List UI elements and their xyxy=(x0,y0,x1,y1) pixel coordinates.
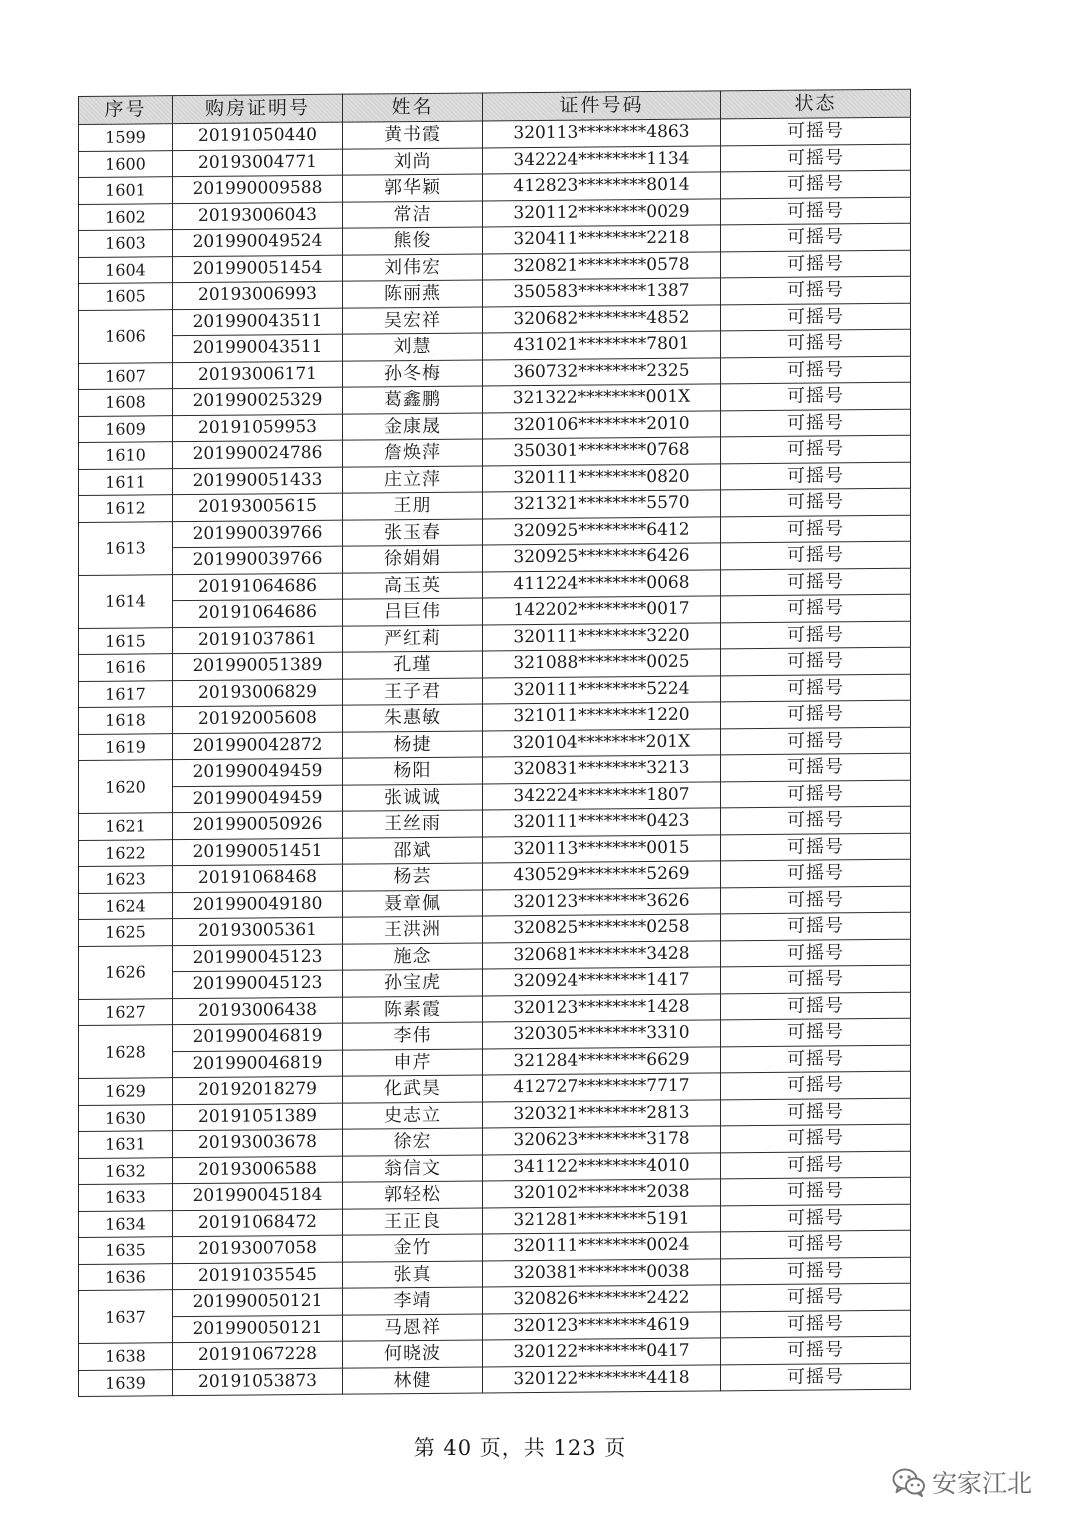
name-cell: 金康晟 xyxy=(343,412,483,440)
cert-cell: 201990046819 xyxy=(173,1050,343,1078)
id-number-cell: 320111********0820 xyxy=(483,463,721,492)
cert-cell: 201990045184 xyxy=(173,1182,343,1210)
status-cell: 可摇号 xyxy=(721,515,911,543)
name-cell: 吴宏祥 xyxy=(343,306,483,334)
seq-cell: 1627 xyxy=(79,998,173,1025)
name-cell: 高玉英 xyxy=(343,571,483,599)
seq-cell: 1610 xyxy=(79,442,173,469)
id-number-cell: 320112********0029 xyxy=(483,198,721,227)
cert-cell: 20191068468 xyxy=(173,864,343,892)
id-number-cell: 350301********0768 xyxy=(483,437,721,466)
header-certificate-no: 购房证明号 xyxy=(173,94,343,123)
seq-cell: 1621 xyxy=(79,813,173,840)
seq-cell: 1624 xyxy=(79,892,173,919)
status-cell: 可摇号 xyxy=(721,965,911,993)
status-cell: 可摇号 xyxy=(721,382,911,410)
status-cell: 可摇号 xyxy=(721,329,911,357)
name-cell: 张玉春 xyxy=(343,518,483,546)
seq-cell: 1606 xyxy=(79,309,173,363)
id-number-cell: 320831********3213 xyxy=(483,755,721,784)
name-cell: 朱惠敏 xyxy=(343,704,483,732)
cert-cell: 20191064686 xyxy=(173,599,343,627)
watermark xyxy=(892,1464,1032,1500)
cert-cell: 20193006171 xyxy=(173,361,343,389)
cert-cell: 201990051451 xyxy=(173,838,343,866)
name-cell: 刘慧 xyxy=(343,333,483,361)
seq-cell: 1605 xyxy=(79,283,173,310)
id-number-cell: 320102********2038 xyxy=(483,1179,721,1208)
id-number-cell: 320821********0578 xyxy=(483,251,721,280)
status-cell: 可摇号 xyxy=(721,223,911,251)
status-cell: 可摇号 xyxy=(721,250,911,278)
name-cell: 徐宏 xyxy=(343,1128,483,1156)
id-number-cell: 430529********5269 xyxy=(483,861,721,890)
id-number-cell: 320381********0038 xyxy=(483,1258,721,1287)
seq-cell: 1636 xyxy=(79,1263,173,1290)
name-cell: 郭华颖 xyxy=(343,174,483,202)
seq-cell: 1607 xyxy=(79,362,173,389)
cert-cell: 20191053873 xyxy=(173,1368,343,1396)
name-cell: 孔瑾 xyxy=(343,651,483,679)
id-number-cell: 350583********1387 xyxy=(483,278,721,307)
seq-cell: 1622 xyxy=(79,839,173,866)
status-cell: 可摇号 xyxy=(721,647,911,675)
status-cell: 可摇号 xyxy=(721,435,911,463)
seq-cell: 1600 xyxy=(79,150,173,177)
cert-cell: 20192005608 xyxy=(173,705,343,733)
name-cell: 聂章佩 xyxy=(343,889,483,917)
status-cell: 可摇号 xyxy=(721,1257,911,1285)
cert-cell: 20193005361 xyxy=(173,917,343,945)
status-cell: 可摇号 xyxy=(721,197,911,225)
status-cell: 可摇号 xyxy=(721,859,911,887)
header-name: 姓名 xyxy=(343,93,483,122)
cert-cell: 201990024786 xyxy=(173,440,343,468)
name-cell: 王洪洲 xyxy=(343,916,483,944)
status-cell: 可摇号 xyxy=(721,1204,911,1232)
cert-cell: 20191067228 xyxy=(173,1341,343,1369)
cert-cell: 20191051389 xyxy=(173,1103,343,1131)
id-number-cell: 342224********1134 xyxy=(483,145,721,174)
name-cell: 邵斌 xyxy=(343,836,483,864)
cert-cell: 201990049459 xyxy=(173,758,343,786)
name-cell: 孙宝虎 xyxy=(343,969,483,997)
status-cell: 可摇号 xyxy=(721,939,911,967)
id-number-cell: 320123********3626 xyxy=(483,887,721,916)
cert-cell: 20191064686 xyxy=(173,573,343,601)
cert-cell: 201990049459 xyxy=(173,785,343,813)
status-cell: 可摇号 xyxy=(721,1071,911,1099)
name-cell: 王朋 xyxy=(343,492,483,520)
seq-cell: 1613 xyxy=(79,521,173,575)
id-number-cell: 320111********3220 xyxy=(483,622,721,651)
name-cell: 何晓波 xyxy=(343,1340,483,1368)
seq-cell: 1630 xyxy=(79,1104,173,1131)
status-cell: 可摇号 xyxy=(721,1230,911,1258)
status-cell: 可摇号 xyxy=(721,912,911,940)
id-number-cell: 142202********0017 xyxy=(483,596,721,625)
cert-cell: 201990009588 xyxy=(173,175,343,203)
page-footer: 第 40 页，共 123 页 xyxy=(413,1436,627,1460)
roster-body xyxy=(79,117,911,1396)
status-cell: 可摇号 xyxy=(721,117,911,145)
status-cell: 可摇号 xyxy=(721,780,911,808)
status-cell: 可摇号 xyxy=(721,276,911,304)
id-number-cell: 320111********0423 xyxy=(483,808,721,837)
status-cell: 可摇号 xyxy=(721,1098,911,1126)
id-number-cell: 320305********3310 xyxy=(483,1020,721,1049)
id-number-cell: 321284********6629 xyxy=(483,1046,721,1075)
wechat-icon xyxy=(892,1467,926,1497)
id-number-cell: 320122********0417 xyxy=(483,1338,721,1367)
name-cell: 杨捷 xyxy=(343,730,483,758)
name-cell: 李伟 xyxy=(343,1022,483,1050)
id-number-cell: 320321********2813 xyxy=(483,1099,721,1128)
id-number-cell: 320825********0258 xyxy=(483,914,721,943)
cert-cell: 201990025329 xyxy=(173,387,343,415)
name-cell: 葛鑫鹏 xyxy=(343,386,483,414)
name-cell: 马恩祥 xyxy=(343,1313,483,1341)
seq-cell: 1608 xyxy=(79,389,173,416)
id-number-cell: 321088********0025 xyxy=(483,649,721,678)
id-number-cell: 320925********6426 xyxy=(483,543,721,572)
roster-table xyxy=(78,89,911,1397)
status-cell: 可摇号 xyxy=(721,1151,911,1179)
cert-cell: 20193006438 xyxy=(173,997,343,1025)
cert-cell: 20193007058 xyxy=(173,1235,343,1263)
name-cell: 郭轻松 xyxy=(343,1181,483,1209)
name-cell: 施念 xyxy=(343,942,483,970)
name-cell: 张真 xyxy=(343,1260,483,1288)
id-number-cell: 320111********0024 xyxy=(483,1232,721,1261)
seq-cell: 1634 xyxy=(79,1210,173,1237)
seq-cell: 1612 xyxy=(79,495,173,522)
status-cell: 可摇号 xyxy=(721,1124,911,1152)
cert-cell: 20193006043 xyxy=(173,202,343,230)
id-number-cell: 320111********5224 xyxy=(483,675,721,704)
status-cell: 可摇号 xyxy=(721,1283,911,1311)
seq-cell: 1631 xyxy=(79,1131,173,1158)
cert-cell: 20191068472 xyxy=(173,1209,343,1237)
cert-cell: 20193006829 xyxy=(173,679,343,707)
name-cell: 刘尚 xyxy=(343,147,483,175)
name-cell: 严红莉 xyxy=(343,624,483,652)
id-number-cell: 320104********201X xyxy=(483,728,721,757)
cert-cell: 20193004771 xyxy=(173,149,343,177)
cert-cell: 20193006993 xyxy=(173,281,343,309)
seq-cell: 1633 xyxy=(79,1184,173,1211)
cert-cell: 20191050440 xyxy=(173,122,343,150)
cert-cell: 201990045123 xyxy=(173,944,343,972)
id-number-cell: 321321********5570 xyxy=(483,490,721,519)
status-cell: 可摇号 xyxy=(721,621,911,649)
status-cell: 可摇号 xyxy=(721,170,911,198)
status-cell: 可摇号 xyxy=(721,1310,911,1338)
name-cell: 黄书霞 xyxy=(343,121,483,149)
id-number-cell: 320106********2010 xyxy=(483,410,721,439)
id-number-cell: 320411********2218 xyxy=(483,225,721,254)
status-cell: 可摇号 xyxy=(721,568,911,596)
status-cell: 可摇号 xyxy=(721,886,911,914)
id-number-cell: 431021********7801 xyxy=(483,331,721,360)
status-cell: 可摇号 xyxy=(721,488,911,516)
seq-cell: 1603 xyxy=(79,230,173,257)
header-id-number: 证件号码 xyxy=(483,91,721,121)
status-cell: 可摇号 xyxy=(721,144,911,172)
seq-cell: 1618 xyxy=(79,707,173,734)
name-cell: 王正良 xyxy=(343,1207,483,1235)
seq-cell: 1625 xyxy=(79,919,173,946)
seq-cell: 1617 xyxy=(79,680,173,707)
name-cell: 熊俊 xyxy=(343,227,483,255)
id-number-cell: 321011********1220 xyxy=(483,702,721,731)
cert-cell: 20193003678 xyxy=(173,1129,343,1157)
name-cell: 陈素霞 xyxy=(343,995,483,1023)
id-number-cell: 320113********0015 xyxy=(483,834,721,863)
id-number-cell: 320682********4852 xyxy=(483,304,721,333)
cert-cell: 201990043511 xyxy=(173,334,343,362)
status-cell: 可摇号 xyxy=(721,594,911,622)
seq-cell: 1615 xyxy=(79,627,173,654)
status-cell: 可摇号 xyxy=(721,1018,911,1046)
cert-cell: 201990049524 xyxy=(173,228,343,256)
id-number-cell: 412823********8014 xyxy=(483,172,721,201)
status-cell: 可摇号 xyxy=(721,753,911,781)
cert-cell: 201990050121 xyxy=(173,1315,343,1343)
name-cell: 杨阳 xyxy=(343,757,483,785)
name-cell: 常洁 xyxy=(343,200,483,228)
name-cell: 刘伟宏 xyxy=(343,253,483,281)
cert-cell: 20191037861 xyxy=(173,626,343,654)
id-number-cell: 320123********1428 xyxy=(483,993,721,1022)
header-seq: 序号 xyxy=(79,96,173,125)
seq-cell: 1619 xyxy=(79,733,173,760)
seq-cell: 1629 xyxy=(79,1078,173,1105)
name-cell: 张诚诚 xyxy=(343,783,483,811)
cert-cell: 201990045123 xyxy=(173,970,343,998)
seq-cell: 1611 xyxy=(79,468,173,495)
id-number-cell: 320113********4863 xyxy=(483,119,721,148)
cert-cell: 201990043511 xyxy=(173,308,343,336)
cert-cell: 20193005615 xyxy=(173,493,343,521)
cert-cell: 201990051433 xyxy=(173,467,343,495)
id-number-cell: 342224********1807 xyxy=(483,781,721,810)
name-cell: 詹焕萍 xyxy=(343,439,483,467)
seq-cell: 1599 xyxy=(79,124,173,151)
cert-cell: 20191035545 xyxy=(173,1262,343,1290)
cert-cell: 20192018279 xyxy=(173,1076,343,1104)
id-number-cell: 412727********7717 xyxy=(483,1073,721,1102)
name-cell: 杨芸 xyxy=(343,863,483,891)
id-number-cell: 411224********0068 xyxy=(483,569,721,598)
id-number-cell: 341122********4010 xyxy=(483,1152,721,1181)
watermark-text: 安家江北 xyxy=(932,1469,1033,1498)
roster-sheet xyxy=(78,89,910,1397)
id-number-cell: 321322********001X xyxy=(483,384,721,413)
header-status: 状态 xyxy=(721,89,911,119)
status-cell: 可摇号 xyxy=(721,462,911,490)
id-number-cell: 360732********2325 xyxy=(483,357,721,386)
seq-cell: 1616 xyxy=(79,654,173,681)
id-number-cell: 320924********1417 xyxy=(483,967,721,996)
seq-cell: 1635 xyxy=(79,1237,173,1264)
seq-cell: 1639 xyxy=(79,1369,173,1396)
seq-cell: 1620 xyxy=(79,760,173,814)
seq-cell: 1604 xyxy=(79,256,173,283)
name-cell: 庄立萍 xyxy=(343,465,483,493)
name-cell: 徐娟娟 xyxy=(343,545,483,573)
cert-cell: 201990050121 xyxy=(173,1288,343,1316)
status-cell: 可摇号 xyxy=(721,806,911,834)
status-cell: 可摇号 xyxy=(721,674,911,702)
cert-cell: 20191059953 xyxy=(173,414,343,442)
id-number-cell: 320925********6412 xyxy=(483,516,721,545)
cert-cell: 201990039766 xyxy=(173,546,343,574)
cert-cell: 201990049180 xyxy=(173,891,343,919)
name-cell: 吕巨伟 xyxy=(343,598,483,626)
status-cell: 可摇号 xyxy=(721,1045,911,1073)
name-cell: 王丝雨 xyxy=(343,810,483,838)
cert-cell: 201990042872 xyxy=(173,732,343,760)
cert-cell: 201990039766 xyxy=(173,520,343,548)
cert-cell: 201990050926 xyxy=(173,811,343,839)
name-cell: 林健 xyxy=(343,1366,483,1394)
seq-cell: 1628 xyxy=(79,1025,173,1079)
seq-cell: 1601 xyxy=(79,177,173,204)
name-cell: 化武昊 xyxy=(343,1075,483,1103)
status-cell: 可摇号 xyxy=(721,833,911,861)
seq-cell: 1614 xyxy=(79,574,173,628)
name-cell: 王子君 xyxy=(343,677,483,705)
status-cell: 可摇号 xyxy=(721,409,911,437)
cert-cell: 20193006588 xyxy=(173,1156,343,1184)
seq-cell: 1602 xyxy=(79,203,173,230)
name-cell: 翁信文 xyxy=(343,1154,483,1182)
status-cell: 可摇号 xyxy=(721,992,911,1020)
id-number-cell: 320681********3428 xyxy=(483,940,721,969)
status-cell: 可摇号 xyxy=(721,1177,911,1205)
status-cell: 可摇号 xyxy=(721,700,911,728)
id-number-cell: 321281********5191 xyxy=(483,1205,721,1234)
seq-cell: 1626 xyxy=(79,945,173,999)
cert-cell: 201990046819 xyxy=(173,1023,343,1051)
status-cell: 可摇号 xyxy=(721,727,911,755)
name-cell: 李靖 xyxy=(343,1287,483,1315)
name-cell: 陈丽燕 xyxy=(343,280,483,308)
seq-cell: 1638 xyxy=(79,1343,173,1370)
status-cell: 可摇号 xyxy=(721,541,911,569)
id-number-cell: 320123********4619 xyxy=(483,1311,721,1340)
id-number-cell: 320826********2422 xyxy=(483,1285,721,1314)
status-cell: 可摇号 xyxy=(721,303,911,331)
cert-cell: 201990051389 xyxy=(173,652,343,680)
name-cell: 申芹 xyxy=(343,1048,483,1076)
status-cell: 可摇号 xyxy=(721,1363,911,1391)
name-cell: 史志立 xyxy=(343,1101,483,1129)
seq-cell: 1632 xyxy=(79,1157,173,1184)
name-cell: 孙冬梅 xyxy=(343,359,483,387)
cert-cell: 201990051454 xyxy=(173,255,343,283)
id-number-cell: 320122********4418 xyxy=(483,1364,721,1393)
seq-cell: 1623 xyxy=(79,866,173,893)
status-cell: 可摇号 xyxy=(721,356,911,384)
id-number-cell: 320623********3178 xyxy=(483,1126,721,1155)
name-cell: 金竹 xyxy=(343,1234,483,1262)
seq-cell: 1609 xyxy=(79,415,173,442)
seq-cell: 1637 xyxy=(79,1290,173,1344)
status-cell: 可摇号 xyxy=(721,1336,911,1364)
